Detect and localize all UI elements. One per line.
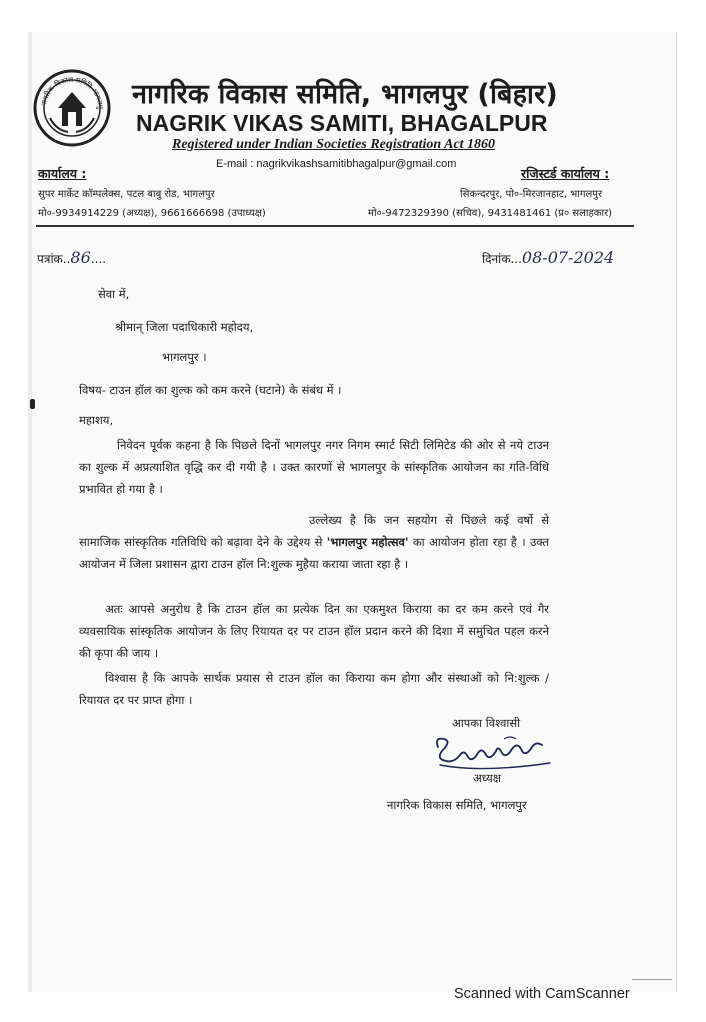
paragraph-2-text-a: उल्लेख्य है कि जन सहयोग से पिछले कई वर्षो से सामाजिक सांस्कृतिक गतिविधि को बढ़ावा देने के उद्देश्य से [79,513,549,549]
salutation: महाशय, [79,413,114,427]
registered-office-address: सिकन्दरपुर, पो०-मिरजानहाट, भागलपुर [460,189,603,200]
closing-line: आपका विश्वासी [452,716,521,730]
margin-mark [30,399,35,409]
logo-text: नागरिक विकास समिति भागलपु [40,75,105,110]
office-address: सुपर मार्केट कॉम्पलेक्स, पटल बाबु रोड, भागलपुर [38,189,215,200]
ref-label: पत्रांक [37,252,63,266]
reference-number: पत्रांक..86.... [37,248,107,267]
scanner-watermark: Scanned with CamScanner [454,986,630,1002]
registered-office-phone: मो०-9472329390 (सचिव), 9431481461 (प्र० सलाहकार) [368,208,613,219]
signatory-organisation: नागरिक विकास समिति, भागलपुर [387,798,527,812]
ref-value: 86 [70,248,91,267]
registration-line: Registered under Indian Societies Registration Act 1860 [172,137,496,152]
paragraph-4: विश्वास है कि आपके सार्थक प्रयास से टाउन हॉल का किराया कम होगा और संस्थाओं को नि:शुल्क / रियायत दर पर प्राप्त होगा । [79,671,549,707]
recipient-line-1: सेवा में, [98,287,130,301]
office-phone: मो०-9934914229 (अध्यक्ष), 9661666698 (उपाध्यक्ष) [38,208,266,219]
registered-office-label: रजिस्टर्ड कार्यालय : [521,166,610,181]
office-label: कार्यालय : [38,166,87,181]
paragraph-2-event-name: 'भागलपुर महोत्सव' [326,535,409,549]
paper-bottom-edge [632,979,672,980]
org-title-hindi: नागरिक विकास समिति, भागलपुर (बिहार) [132,79,558,110]
society-logo-icon [32,68,112,148]
signatory-designation: अध्यक्ष [473,771,502,785]
paragraph-2 [79,509,549,575]
date-value: 08-07-2024 [521,248,615,267]
recipient-line-3: भागलपुर । [162,350,207,364]
paragraph-2-text-b: का आयोजन होता रहा है । उक्त आयोजन में जिला प्रशासन द्वारा टाउन हॉल नि:शुल्क मुहैया कराया जाता रहा है । [79,535,549,571]
paragraph-3: अतः आपसे अनुरोध है कि टाउन हॉल का प्रत्येक दिन का एकमुश्त किराया का दर कम करने एवं गैर व्यवसायिक सांस्कृतिक आयोजन के लिए रियायत दर पर टाउन हॉल प्रदान करने की दिशा में समुचित पहल करने की कृपा की जाय । [79,602,549,660]
header-divider [36,225,634,227]
subject-line: विषय- टाउन हॉल का शुल्क को कम करने (घटाने) के संबंध में । [79,383,342,397]
org-title-english: NAGRIK VIKAS SAMITI, BHAGALPUR [136,110,548,136]
signature-icon [432,733,556,775]
date-label: दिनांक [482,252,511,266]
paper-edge [28,32,32,992]
letter-date: दिनांक...08-07-2024 [482,248,615,267]
email-line: E-mail : nagrikvikashsamitibhagalpur@gmail.com [216,158,457,170]
recipient-line-2: श्रीमान् जिला पदाधिकारी महोदय, [115,320,254,334]
paragraph-1: निवेदन पूर्वक कहना है कि पिछले दिनों भागलपुर नगर निगम स्मार्ट सिटी लिमिटेड की ओर से नये टाउन का शुल्क में अप्रत्याशित वृद्धि कर दी गयी है । उक्त कारणों से भागलपुर के सांस्कृतिक आयोजन का गति-विधि प्रभावित हो गया है । [79,438,549,496]
